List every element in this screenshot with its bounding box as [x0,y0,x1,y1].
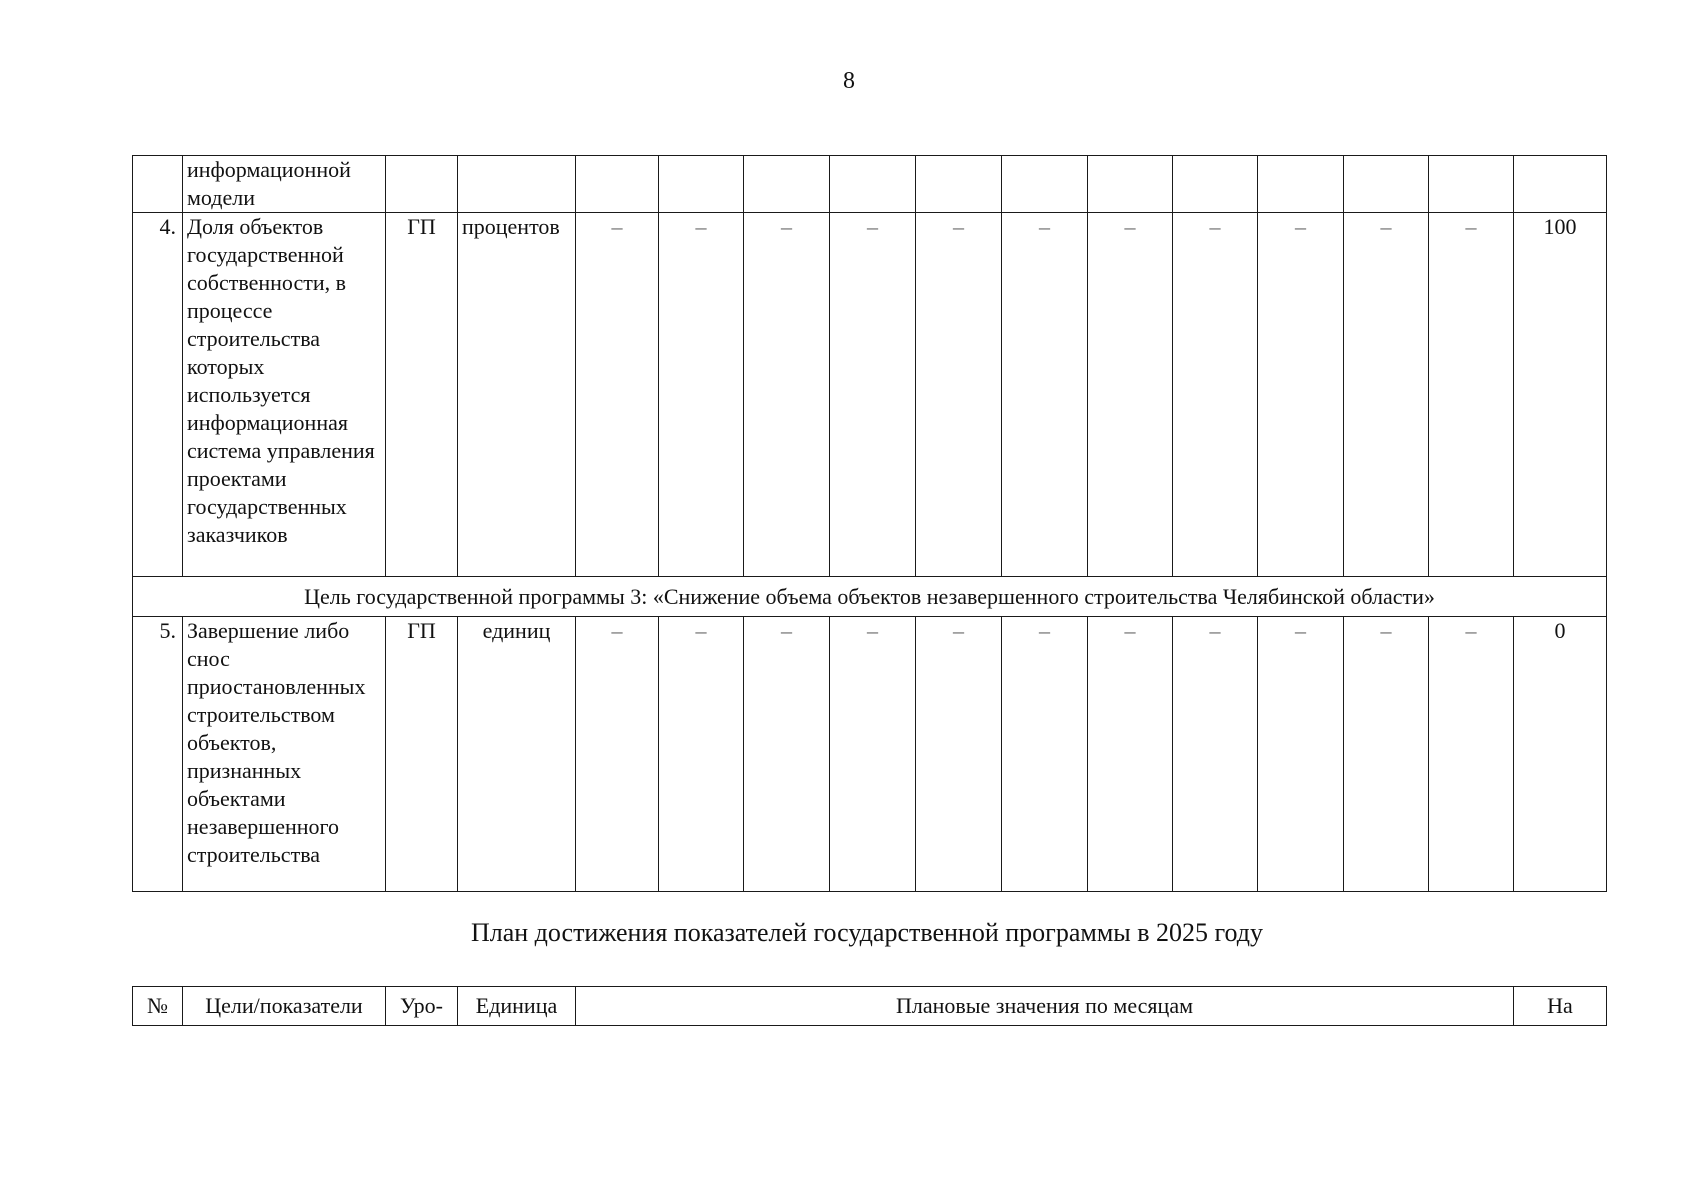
goal-title: Цель государственной программы 3: «Снижение объема объектов незавершенного строительства Челябинской области» [133,577,1607,617]
month-value: – [659,617,744,892]
table-row [133,617,1607,892]
indicator-unit: процентов [458,213,576,577]
month-value: – [1173,617,1258,892]
page-number: 8 [843,68,855,94]
month-value: – [1344,617,1429,892]
header-num: № [133,987,183,1026]
goal-row [133,577,1607,617]
indicator-level: ГП [386,617,458,892]
indicator-name: Доля объектов государственной собственности, в процессе строительства которых используется информационная система управления проектами государственных заказчиков [183,213,386,577]
plan-table [132,986,1607,1026]
year-end-value: 100 [1514,213,1607,577]
row-number: 4. [133,213,183,577]
month-value: – [916,213,1002,577]
month-value [1344,156,1429,213]
plan-table-header [133,987,1607,1026]
indicator-name: информационной модели [183,156,386,213]
header-name: Цели/показатели [183,987,386,1026]
month-value: – [1344,213,1429,577]
header-total: На [1514,987,1607,1026]
month-value: – [1088,617,1173,892]
table-row [133,156,1607,213]
month-value: – [1258,617,1344,892]
month-value: – [830,213,916,577]
month-value: – [1258,213,1344,577]
row-number [133,156,183,213]
indicator-unit [458,156,576,213]
month-value: – [744,213,830,577]
month-value [1258,156,1344,213]
month-value: – [1429,617,1514,892]
month-value: – [576,213,659,577]
month-value: – [1002,617,1088,892]
indicators-table [132,155,1607,892]
plan-title: План достижения показателей государственной программы в 2025 году [470,918,1264,947]
month-value [744,156,830,213]
month-value [1429,156,1514,213]
month-value [659,156,744,213]
table-row [133,213,1607,577]
month-value: – [1429,213,1514,577]
month-value: – [576,617,659,892]
month-value: – [1002,213,1088,577]
indicator-level: ГП [386,213,458,577]
month-value [1088,156,1173,213]
indicator-unit: единиц [458,617,576,892]
month-value [1002,156,1088,213]
header-months: Плановые значения по месяцам [576,987,1514,1026]
month-value [1173,156,1258,213]
header-level: Уро- [386,987,458,1026]
month-value: – [916,617,1002,892]
month-value [916,156,1002,213]
month-value: – [1173,213,1258,577]
row-number: 5. [133,617,183,892]
month-value [830,156,916,213]
indicator-level [386,156,458,213]
indicator-name: Завершение либо снос приостановленных строительством объектов, признанных объектами незавершенного строительства [183,617,386,892]
year-end-value: 0 [1514,617,1607,892]
year-end-value [1514,156,1607,213]
month-value [576,156,659,213]
month-value: – [830,617,916,892]
header-unit: Единица [458,987,576,1026]
month-value: – [659,213,744,577]
month-value: – [744,617,830,892]
month-value: – [1088,213,1173,577]
